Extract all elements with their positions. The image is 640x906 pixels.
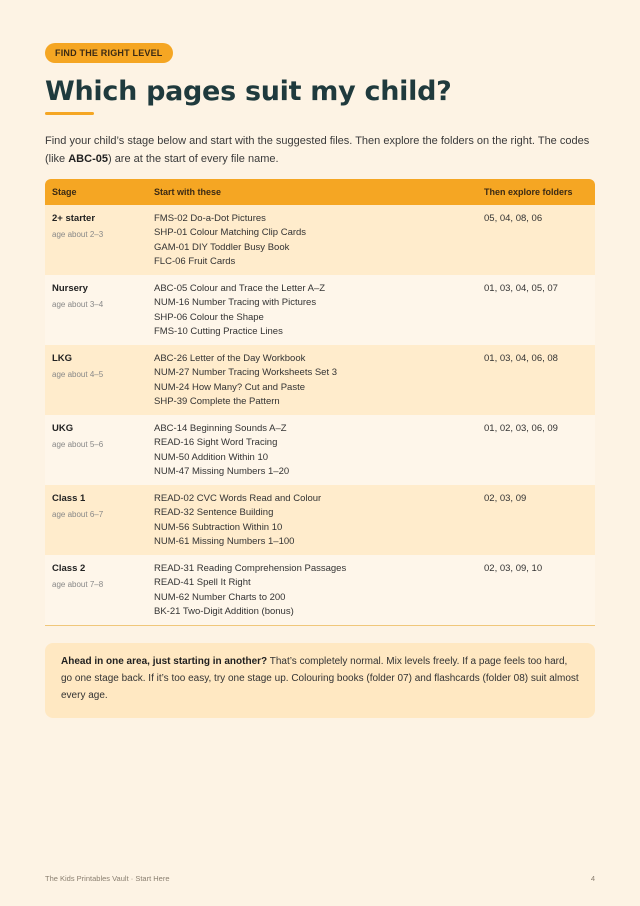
stage-name: Nursery <box>52 283 88 294</box>
suggested-file: NUM-24 How Many? Cut and Paste <box>154 381 306 393</box>
title-underline <box>45 112 94 115</box>
suggested-file: NUM-56 Subtraction Within 10 <box>154 521 283 533</box>
stage-name: 2+ starter <box>52 213 96 224</box>
intro-paragraph <box>45 132 595 168</box>
suggested-file: ABC-14 Beginning Sounds A–Z <box>154 423 287 434</box>
folder-list: 05, 04, 08, 06 <box>484 213 543 224</box>
section-badge: FIND THE RIGHT LEVEL <box>45 43 173 63</box>
folder-list: 02, 03, 09 <box>484 493 527 504</box>
header-folders: Then explore folders <box>477 179 595 205</box>
stage-age: age about 2–3 <box>52 230 104 239</box>
stage-cell <box>45 345 147 415</box>
stage-age: age about 3–4 <box>52 300 104 309</box>
footer-title: The Kids Printables Vault · Start Here <box>45 874 170 883</box>
folders-cell <box>477 345 595 415</box>
stage-age: age about 4–5 <box>52 370 104 379</box>
suggested-file: ABC-05 Colour and Trace the Letter A–Z <box>154 283 326 294</box>
page-title: Which pages suit my child? <box>45 76 452 107</box>
stage-cell <box>45 415 147 485</box>
files-cell <box>147 485 477 555</box>
folder-list: 01, 03, 04, 05, 07 <box>484 283 558 294</box>
folder-list: 01, 03, 04, 06, 08 <box>484 353 558 364</box>
folder-list: 01, 02, 03, 06, 09 <box>484 423 558 434</box>
suggested-file: NUM-47 Missing Numbers 1–20 <box>154 465 290 477</box>
folders-cell <box>477 205 595 275</box>
stage-age: age about 6–7 <box>52 510 104 519</box>
stage-age: age about 5–6 <box>52 440 104 449</box>
suggested-file: GAM-01 DIY Toddler Busy Book <box>154 241 290 253</box>
files-cell <box>147 555 477 626</box>
suggested-file: NUM-27 Number Tracing Worksheets Set 3 <box>154 367 338 379</box>
table-row <box>45 345 595 415</box>
suggested-file: READ-41 Spell It Right <box>154 577 251 589</box>
files-cell <box>147 345 477 415</box>
files-cell <box>147 415 477 485</box>
suggested-file: FMS-10 Cutting Practice Lines <box>154 325 283 337</box>
folders-cell <box>477 485 595 555</box>
folders-cell <box>477 275 595 345</box>
folders-cell <box>477 415 595 485</box>
stage-cell <box>45 555 147 626</box>
table-row <box>45 205 595 275</box>
intro-text-2: ) are at the start of every file name. <box>107 153 279 165</box>
suggested-file: BK-21 Two-Digit Addition (bonus) <box>154 605 294 617</box>
stage-name: LKG <box>52 353 73 364</box>
suggested-file: NUM-16 Number Tracing with Pictures <box>154 297 317 309</box>
intro-code-example: ABC-05 <box>68 153 108 165</box>
files-cell <box>147 275 477 345</box>
header-stage: Stage <box>45 179 147 205</box>
tip-note-heading: Ahead in one area, just starting in another? <box>61 656 268 667</box>
stage-age: age about 7–8 <box>52 580 104 589</box>
tip-note <box>45 643 595 718</box>
suggested-file: FLC-06 Fruit Cards <box>154 255 236 267</box>
suggested-file: READ-16 Sight Word Tracing <box>154 437 278 449</box>
suggested-file: SHP-06 Colour the Shape <box>154 311 264 323</box>
table-row <box>45 415 595 485</box>
stage-cell <box>45 205 147 275</box>
suggested-file: NUM-62 Number Charts to 200 <box>154 591 286 603</box>
levels-table <box>45 179 595 626</box>
table-row <box>45 275 595 345</box>
stage-name: Class 2 <box>52 563 86 574</box>
suggested-file: SHP-39 Complete the Pattern <box>154 395 280 407</box>
stage-cell <box>45 275 147 345</box>
suggested-file: FMS-02 Do-a-Dot Pictures <box>154 213 266 224</box>
folder-list: 02, 03, 09, 10 <box>484 563 543 574</box>
folders-cell <box>477 555 595 626</box>
suggested-file: READ-32 Sentence Building <box>154 507 274 519</box>
stage-name: UKG <box>52 423 74 434</box>
intro-text-1: Find your child’s stage below and start with the suggested files. Then explore the folders on the right. The codes (like <box>45 135 590 165</box>
table-row <box>45 485 595 555</box>
header-start-with: Start with these <box>147 179 477 205</box>
suggested-file: ABC-26 Letter of the Day Workbook <box>154 353 306 364</box>
tip-note-text: That’s completely normal. Mix levels freely. If a page feels too hard, go one stage back. If it’s too easy, try one stage up. Colouring books (folder 07) and flashcards (folder 08) suit almost every age. <box>61 656 579 701</box>
files-cell <box>147 205 477 275</box>
stage-cell <box>45 485 147 555</box>
table-row <box>45 555 595 626</box>
table-header-row <box>45 179 595 205</box>
suggested-file: READ-31 Reading Comprehension Passages <box>154 563 347 574</box>
page-number: 4 <box>590 874 595 883</box>
stage-name: Class 1 <box>52 493 86 504</box>
suggested-file: NUM-61 Missing Numbers 1–100 <box>154 535 295 547</box>
suggested-file: SHP-01 Colour Matching Clip Cards <box>154 227 307 239</box>
suggested-file: READ-02 CVC Words Read and Colour <box>154 493 322 504</box>
suggested-file: NUM-50 Addition Within 10 <box>154 451 269 463</box>
